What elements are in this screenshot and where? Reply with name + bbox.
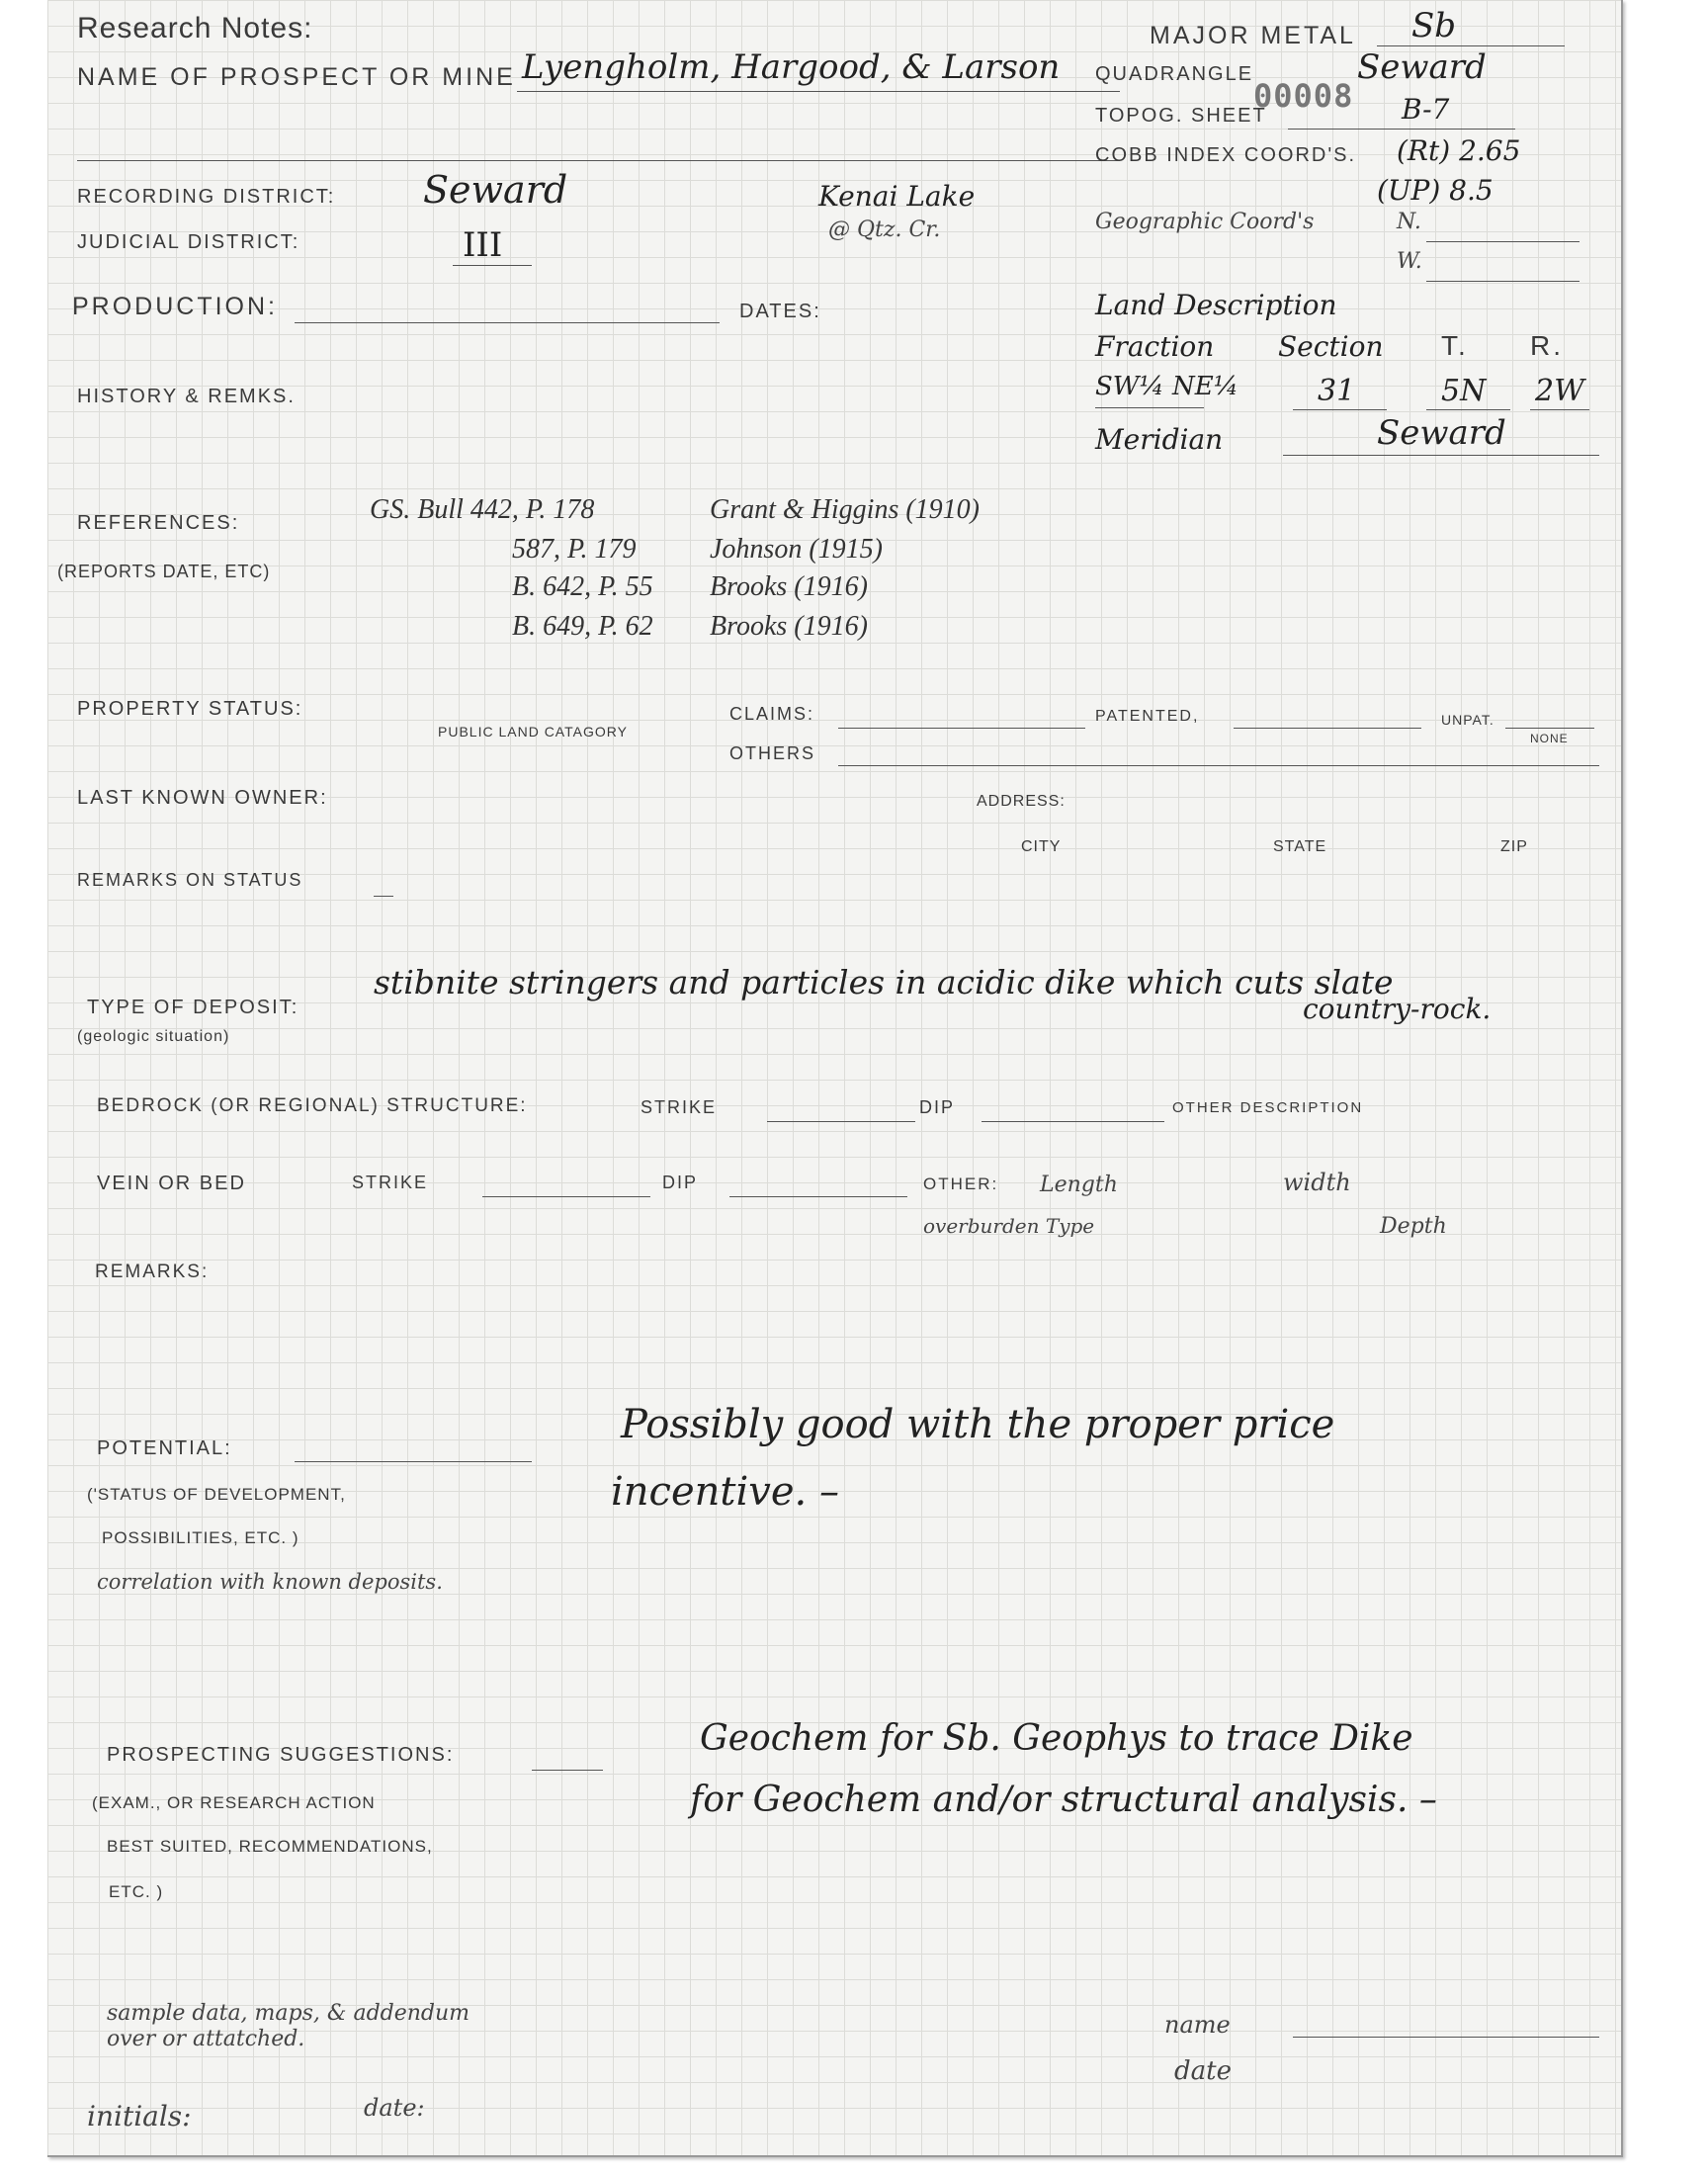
vein-width-label: width [1283,1169,1351,1196]
kenai-note-line-2: @ Qtz. Cr. [828,218,941,242]
bedrock-structure-label: BEDROCK (OR REGIONAL) STRUCTURE: [97,1095,528,1116]
structure-remarks-label: REMARKS: [95,1262,210,1282]
judicial-district-label: JUDICIAL DISTRICT: [77,231,300,253]
recording-district-label: RECORDING DISTRICT: [77,186,336,208]
section-value: 31 [1318,374,1356,408]
topog-sheet-label: TOPOG. SHEET [1095,105,1267,127]
prospecting-suggestions-line [532,1770,603,1771]
production-line [295,322,720,323]
cobb-rt-value: (Rt) 2.65 [1397,134,1521,167]
vein-strike-line [482,1196,650,1197]
overburden-type-label: overburden Type [923,1214,1095,1238]
range-line [1530,409,1589,410]
prospecting-value-line-2: for Geochem and/or structural analysis. – [690,1780,1437,1820]
meridian-line [1283,455,1599,456]
others-label: OTHERS [729,743,816,763]
initials-label: initials: [87,2100,192,2132]
bedrock-dip-label: DIP [919,1097,956,1117]
range-value: 2W [1535,374,1584,408]
type-of-deposit-label: TYPE OF DEPOSIT: [87,997,299,1018]
footer-name-line [1293,2037,1599,2038]
geo-west-label: W. [1397,249,1422,274]
section-line [1293,409,1387,410]
remarks-on-status-line [374,896,393,897]
meridian-value: Seward [1377,413,1506,453]
reference-3-ref: B. 642, P. 55 [512,571,653,602]
footer-date-label: date [1174,2056,1232,2086]
claims-label: CLAIMS: [729,704,815,724]
potential-label: POTENTIAL: [97,1437,232,1459]
major-metal-line [1377,45,1565,46]
sample-data-note-line-2: over or attatched. [107,2027,305,2051]
vein-length-label: Length [1040,1173,1118,1197]
fraction-label: Fraction [1095,330,1215,363]
zip-label: ZIP [1500,838,1528,855]
bedrock-strike-label: STRIKE [640,1097,718,1117]
form-title: Research Notes: [77,12,313,44]
geo-west-line [1426,281,1580,282]
potential-value-line-2: incentive. – [611,1469,839,1515]
vein-strike-label: STRIKE [352,1173,429,1192]
form-sheet [47,0,1623,2157]
township-line [1426,409,1510,410]
bedrock-dip-line [982,1121,1164,1122]
potential-line [295,1461,532,1462]
references-label: REFERENCES: [77,512,240,534]
claims-line [838,728,1085,729]
type-of-deposit-sublabel: (geologic situation) [77,1028,230,1045]
potential-sublabel-1: ('STATUS OF DEVELOPMENT, [87,1485,346,1504]
public-land-category-label: PUBLIC LAND CATAGORY [438,724,628,740]
bedrock-strike-line [767,1121,915,1122]
fraction-value: SW¼ NE¼ [1095,372,1238,401]
patented-label: PATENTED, [1095,708,1200,725]
stamp-number: 00008 [1253,77,1354,115]
township-value: 5N [1441,374,1487,408]
reference-2-author: Johnson (1915) [710,534,883,565]
reference-4-author: Brooks (1916) [710,611,868,642]
city-label: CITY [1021,838,1062,855]
property-status-label: PROPERTY STATUS: [77,698,303,720]
production-label: PRODUCTION: [72,293,278,320]
footer-name-label: name [1164,2011,1231,2039]
prospect-name-line [517,91,1120,92]
remarks-on-status-label: REMARKS ON STATUS [77,870,303,890]
prospect-name-line-2 [77,160,1120,161]
judicial-district-value: III [463,225,503,265]
cobb-index-label: COBB INDEX COORD'S. [1095,144,1357,166]
type-of-deposit-value-line-1: stibnite stringers and particles in acidic dike which cuts slate [374,963,1394,1001]
cobb-up-value: (UP) 8.5 [1377,174,1494,207]
reference-2-ref: 587, P. 179 [512,534,637,565]
unpatented-value: NONE [1530,732,1569,745]
address-label: ADDRESS: [977,793,1066,810]
sample-data-note-line-1: sample data, maps, & addendum [107,2001,470,2026]
judicial-district-underline [453,265,532,266]
fraction-line [1095,407,1204,408]
state-label: STATE [1273,838,1327,855]
topog-sheet-value: B-7 [1402,93,1450,126]
quadrangle-value: Seward [1357,47,1487,87]
unpatented-line [1505,728,1594,729]
type-of-deposit-value-line-2: country-rock. [1303,993,1492,1025]
reference-4-ref: B. 649, P. 62 [512,611,653,642]
reference-3-author: Brooks (1916) [710,571,868,602]
prospect-name-label: NAME OF PROSPECT OR MINE [77,63,516,91]
reference-1-author: Grant & Higgins (1910) [710,494,980,525]
prospecting-value-line-1: Geochem for Sb. Geophys to trace Dike [700,1718,1413,1759]
major-metal-value: Sb [1411,6,1457,45]
potential-sublabel-2: POSSIBILITIES, ETC. ) [102,1528,299,1547]
reference-1-ref: GS. Bull 442, P. 178 [370,494,595,525]
prospect-name-value: Lyengholm, Hargood, & Larson [522,47,1061,87]
range-label: R. [1530,330,1564,361]
depth-label: Depth [1380,1214,1447,1239]
vein-other-label: OTHER: [923,1174,999,1193]
initials-date-label: date: [364,2094,425,2122]
section-label: Section [1278,330,1384,363]
vein-dip-label: DIP [662,1173,699,1192]
prospecting-sublabel-2: BEST SUITED, RECOMMENDATIONS, [107,1837,433,1856]
other-description-label: OTHER DESCRIPTION [1172,1099,1364,1116]
prospecting-suggestions-label: PROSPECTING SUGGESTIONS: [107,1744,455,1766]
recording-district-value: Seward [423,168,568,212]
patented-line [1234,728,1421,729]
geographic-coords-label: Geographic Coord's [1095,210,1315,234]
last-known-owner-label: LAST KNOWN OWNER: [77,787,328,809]
kenai-note-line-1: Kenai Lake [818,180,976,213]
meridian-label: Meridian [1095,423,1224,456]
quadrangle-label: QUADRANGLE [1095,63,1254,85]
potential-sublabel-3: correlation with known deposits. [97,1570,443,1594]
unpatented-label: UNPAT. [1441,712,1494,728]
references-sublabel: (REPORTS DATE, ETC) [57,562,271,581]
vein-dip-line [729,1196,907,1197]
prospecting-sublabel-3: ETC. ) [109,1882,164,1901]
history-remarks-label: HISTORY & REMKS. [77,386,296,407]
geo-north-line [1426,241,1580,242]
geo-north-label: N. [1397,210,1421,234]
prospecting-sublabel-1: (EXAM., OR RESEARCH ACTION [92,1793,376,1812]
township-label: T. [1441,330,1469,361]
dates-label: DATES: [739,301,821,322]
major-metal-label: MAJOR METAL [1150,22,1356,49]
topog-sheet-line [1288,129,1515,130]
vein-or-bed-label: VEIN OR BED [97,1173,246,1194]
land-description-title: Land Description [1095,289,1337,321]
others-line [838,765,1599,766]
potential-value-line-1: Possibly good with the proper price [621,1402,1335,1447]
